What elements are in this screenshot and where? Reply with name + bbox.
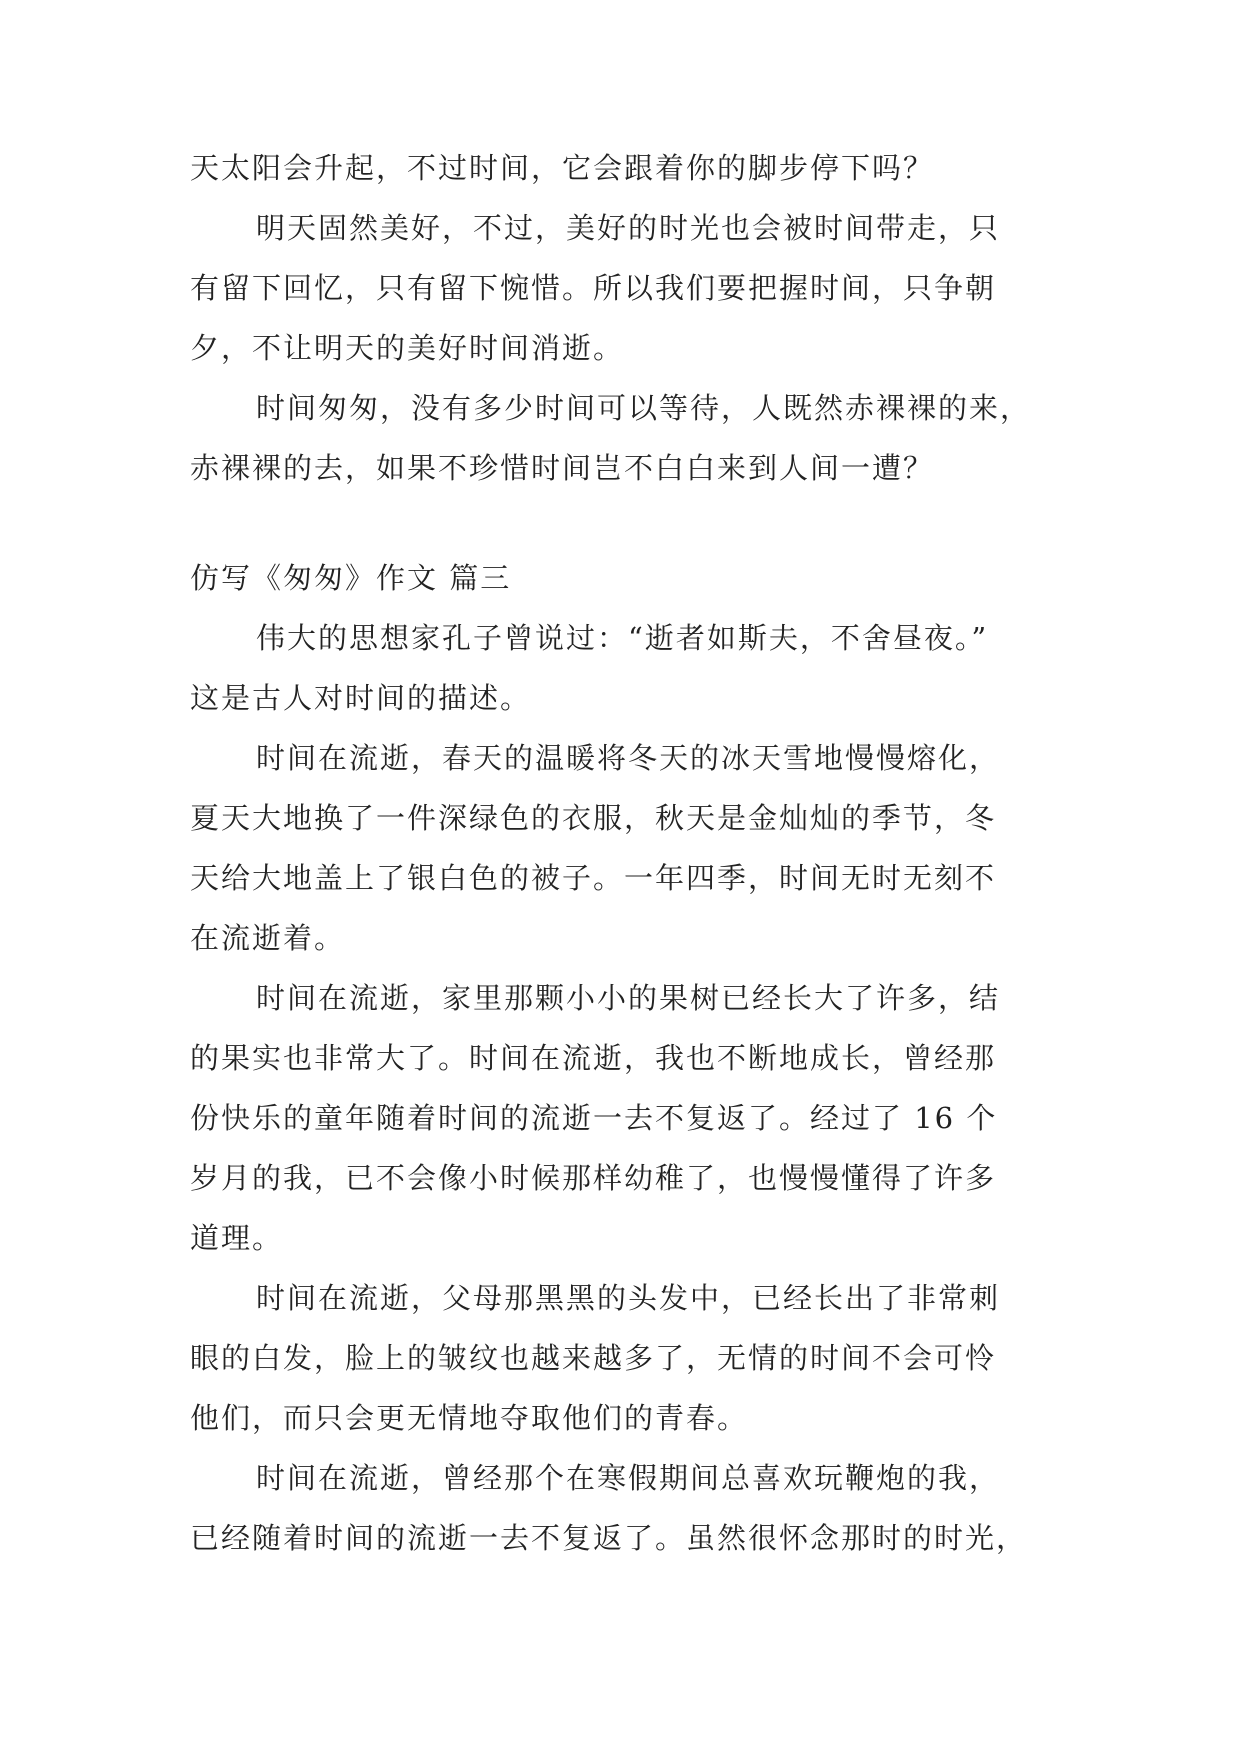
text-line: 明天固然美好，不过，美好的时光也会被时间带走，只	[256, 211, 1001, 245]
text-line: 有留下回忆，只有留下惋惜。所以我们要把握时间，只争朝	[190, 271, 997, 305]
text-line: 时间在流逝，曾经那个在寒假期间总喜欢玩鞭炮的我，	[256, 1461, 1001, 1495]
text-line: 眼的白发，脸上的皱纹也越来越多了，无情的时间不会可怜	[190, 1341, 997, 1375]
text-line: 时间匆匆，没有多少时间可以等待，人既然赤裸裸的来，	[256, 391, 1032, 425]
text-line: 天太阳会升起，不过时间，它会跟着你的脚步停下吗？	[190, 151, 935, 185]
text-line: 这是古人对时间的描述。	[190, 681, 532, 715]
text-line: 时间在流逝，家里那颗小小的果树已经长大了许多，结	[256, 981, 1001, 1015]
text-line: 时间在流逝，春天的温暖将冬天的冰天雪地慢慢熔化，	[256, 741, 1001, 775]
text-line: 夕，不让明天的美好时间消逝。	[190, 331, 625, 365]
text-line: 时间在流逝，父母那黑黑的头发中，已经长出了非常刺	[256, 1281, 1001, 1315]
text-line: 伟大的思想家孔子曾说过：“逝者如斯夫，不舍昼夜。”	[256, 621, 989, 655]
text-line: 份快乐的童年随着时间的流逝一去不复返了。经过了 16 个	[190, 1101, 998, 1135]
text-line: 的果实也非常大了。时间在流逝，我也不断地成长，曾经那	[190, 1041, 997, 1075]
section-b-text	[190, 608, 1050, 1568]
text-line: 赤裸裸的去，如果不珍惜时间岂不白白来到人间一遭？	[190, 451, 935, 485]
text-line: 夏天大地换了一件深绿色的衣服，秋天是金灿灿的季节，冬	[190, 801, 997, 835]
text-line: 他们，而只会更无情地夺取他们的青春。	[190, 1401, 749, 1435]
text-line: 道理。	[190, 1221, 284, 1255]
section-a-text	[190, 138, 1050, 498]
text-line: 天给大地盖上了银白色的被子。一年四季，时间无时无刻不	[190, 861, 997, 895]
text-line: 岁月的我，已不会像小时候那样幼稚了，也慢慢懂得了许多	[190, 1161, 997, 1195]
text-line: 在流逝着。	[190, 921, 346, 955]
text-line: 已经随着时间的流逝一去不复返了。虽然很怀念那时的时光，	[190, 1521, 1028, 1555]
section-heading: 仿写《匆匆》作文 篇三	[190, 561, 512, 595]
